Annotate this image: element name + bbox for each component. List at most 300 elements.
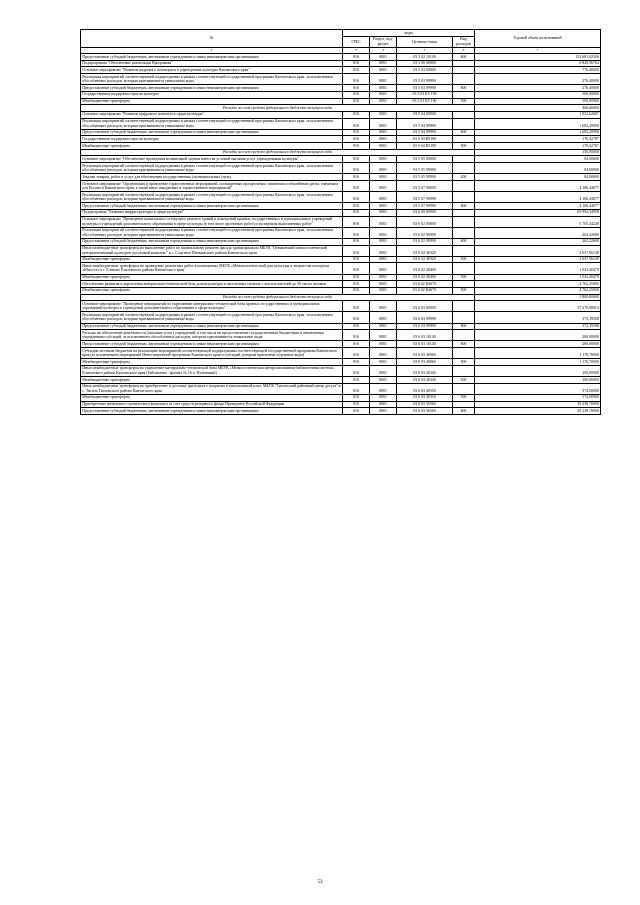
- row-type: 500: [453, 98, 475, 105]
- row-target: 03 5 07 99990: [397, 192, 453, 203]
- row-name: Предоставление субсидий бюджетным, автономным учреждениям и иным некоммерческим организациям: [81, 238, 343, 245]
- row-target: 03 5 04 99990: [397, 129, 453, 136]
- row-amount: 373,19588: [475, 312, 601, 323]
- table-row: [81, 263, 601, 274]
- row-amount: 262,22600: [475, 227, 601, 238]
- row-name: Иные межбюджетные трансферты на укрепление материально-технической базы МБУК «Межпоселенческая централизованная библиотечная система» Елизовского района Камчатского края (Библиотека - филиал № 16 п. Вулканный): [81, 365, 343, 376]
- row-type: 600: [453, 323, 475, 330]
- row-type: [453, 60, 475, 67]
- row-grbs: 816: [343, 401, 370, 408]
- row-grbs: 816: [343, 301, 370, 312]
- row-section: 0801: [370, 301, 397, 312]
- row-grbs: 816: [343, 111, 370, 118]
- row-grbs: 816: [343, 85, 370, 92]
- row-target: 03 6 03 40340: [397, 377, 453, 384]
- row-type: 500: [453, 359, 475, 366]
- row-section: 0801: [370, 365, 397, 376]
- row-grbs: 816: [343, 359, 370, 366]
- row-section: 0801: [370, 60, 397, 67]
- row-amount: 37 270,88014: [475, 301, 601, 312]
- row-type: 500: [453, 143, 475, 150]
- row-type: [453, 163, 475, 174]
- row-amount: 4 106,44077: [475, 192, 601, 203]
- page-number: 53: [317, 880, 323, 885]
- row-type: [453, 263, 475, 274]
- row-section: 0801: [370, 163, 397, 174]
- table-row: [81, 330, 601, 341]
- header-amount: Годовой объем ассигнований: [475, 30, 601, 48]
- row-name: Основное мероприятие "Развитие кадрового потенциала в учреждениях культуры Камчатского края": [81, 67, 343, 74]
- row-type: [453, 216, 475, 227]
- table-row: [81, 341, 601, 348]
- row-amount: 1 043,40479: [475, 274, 601, 281]
- row-name: Государственная поддержка отрасли культуры: [81, 91, 343, 98]
- row-type: 600: [453, 408, 475, 415]
- row-grbs: 816: [343, 274, 370, 281]
- row-name: Реализация мероприятий соответствующей подпрограммы в рамках соответствующей государственной программы Камчатского края, за исключением обособленных расходов, которым присваиваются уникальные коды: [81, 118, 343, 129]
- row-amount: 102 681,02500: [475, 54, 601, 61]
- row-amount: 2 637,56149: [475, 245, 601, 256]
- row-grbs: 816: [343, 67, 370, 74]
- row-name: Основное мероприятие "Проведение капитального и текущего ремонта зданий и помещений краевых государственных и муниципальных учреждений культуры и учреждений дополнительного образования в сфере культуры (в том числе проектных работ) и экспертизы выполненных работ": [81, 216, 343, 227]
- table-row: [81, 281, 601, 288]
- index-cell: 5: [397, 47, 453, 53]
- row-target: 03 3 02 10140: [397, 54, 453, 61]
- row-type: 600: [453, 85, 475, 92]
- row-type: [453, 118, 475, 129]
- row-name: Реализация мероприятий соответствующей подпрограммы в рамках соответствующей государственной программы Камчатского края, за исключением обособленных расходов, которым присваиваются уникальные коды: [81, 227, 343, 238]
- row-target: 03 6 03 56560: [397, 408, 453, 415]
- row-target: 03 6 03 10140: [397, 341, 453, 348]
- row-amount: 1 682,29900: [475, 129, 601, 136]
- table-row: [81, 156, 601, 163]
- row-amount: 84,00000: [475, 163, 601, 174]
- table-row: [81, 67, 601, 74]
- row-grbs: 816: [343, 60, 370, 67]
- table-row: [81, 163, 601, 174]
- row-type: 500: [453, 287, 475, 294]
- row-amount: 262,22600: [475, 238, 601, 245]
- note-row: [81, 294, 601, 301]
- row-amount: 84,00000: [475, 156, 601, 163]
- row-target: 03 6 03 99990: [397, 312, 453, 323]
- row-type: 600: [453, 238, 475, 245]
- row-name: Межбюджетные трансферты: [81, 274, 343, 281]
- table-row: [81, 143, 601, 150]
- row-section: 0801: [370, 238, 397, 245]
- row-type: [453, 209, 475, 216]
- row-grbs: 816: [343, 365, 370, 376]
- row-type: 600: [453, 54, 475, 61]
- row-name: Межбюджетные трансферты: [81, 143, 343, 150]
- row-grbs: 816: [343, 341, 370, 348]
- note-amount: 400,00000: [475, 105, 601, 112]
- row-section: 0801: [370, 143, 397, 150]
- row-section: 0801: [370, 74, 397, 85]
- table-row: [81, 85, 601, 92]
- table-row: [81, 136, 601, 143]
- row-name: Межбюджетные трансферты: [81, 359, 343, 366]
- row-type: [453, 91, 475, 98]
- row-target: 03 5 04 00000: [397, 111, 453, 118]
- row-type: 500: [453, 377, 475, 384]
- row-amount: 1 682,29900: [475, 118, 601, 129]
- row-section: 0801: [370, 348, 397, 359]
- row-grbs: 816: [343, 263, 370, 274]
- row-name: Основное мероприятие "Развитие цифрового контента в сфере культуры": [81, 111, 343, 118]
- row-target: 03 6 02 R4670: [397, 281, 453, 288]
- table-row: [81, 365, 601, 376]
- table-body: [81, 54, 601, 415]
- row-amount: 776,40000: [475, 67, 601, 74]
- row-name: Основное мероприятие "Обеспечение проведения независимой оценки качества условий оказания услуг учреждениями культуры": [81, 156, 343, 163]
- row-target: 03 6 02 99990: [397, 238, 453, 245]
- row-target: 03 6 02 00000: [397, 216, 453, 227]
- index-cell: 3: [343, 47, 370, 53]
- index-cell: 2: [81, 47, 343, 53]
- row-name: Предоставление субсидий бюджетным, автономным учреждениям и иным некоммерческим организациям: [81, 408, 343, 415]
- row-grbs: 816: [343, 216, 370, 227]
- row-amount: 200,00000: [475, 341, 601, 348]
- row-type: 200: [453, 174, 475, 181]
- table-row: [81, 238, 601, 245]
- row-grbs: 816: [343, 377, 370, 384]
- table-row: [81, 301, 601, 312]
- row-type: 500: [453, 394, 475, 401]
- row-section: 0801: [370, 111, 397, 118]
- row-name: Государственная поддержка отрасли культуры: [81, 136, 343, 143]
- row-section: 0801: [370, 156, 397, 163]
- row-grbs: 816: [343, 74, 370, 85]
- note-text: Расходы за счет средств федерального бюджета текущего года: [81, 294, 475, 301]
- row-name: Реализация мероприятий соответствующей подпрограммы в рамках соответствующей государственной программы Камчатского края, за исключением обособленных расходов, которым присваиваются уникальные коды: [81, 312, 343, 323]
- row-target: 03 5 03 00000: [397, 67, 453, 74]
- row-target: 03 6 02 40400: [397, 274, 453, 281]
- note-text: Расходы за счет средств федерального бюджета текущего года: [81, 149, 475, 156]
- header-row-1: [81, 30, 601, 37]
- table-row: [81, 74, 601, 85]
- row-name: Основное мероприятие "Проведение мероприятий по укреплению материально-технической базы краевых государственных и муниципальных учреждений культуры и учреждений дополнительного образования в сфере культуры": [81, 301, 343, 312]
- row-grbs: 816: [343, 245, 370, 256]
- index-cell: 4: [370, 47, 397, 53]
- row-name: Подпрограмма "Обеспечение реализации Программы": [81, 60, 343, 67]
- row-name: Предоставление субсидий бюджетным, автономным учреждениям и иным некоммерческим организациям: [81, 85, 343, 92]
- row-type: 600: [453, 129, 475, 136]
- note-row: [81, 149, 601, 156]
- row-amount: 1 043,40479: [475, 263, 601, 274]
- row-name: Иные межбюджетные трансферты на приобретение и доставку зрительного покрытия в танцевальный класс МБУК "Тигильский районный центр досуга" в с. Тигиль Тигильского района Камчатского края: [81, 383, 343, 394]
- row-type: 600: [453, 203, 475, 210]
- row-amount: 500,00000: [475, 98, 601, 105]
- row-target: 03 5 05 00000: [397, 156, 453, 163]
- row-name: Иные межбюджетные трансферты на проведение ремонтных работ в помещениях МБУК «Межпоселенческий дом культуры и творчества молодёжи «Юность» в г. Елизово Елизовского района Камчатского края: [81, 263, 343, 274]
- row-grbs: 816: [343, 287, 370, 294]
- row-type: [453, 365, 475, 376]
- row-grbs: 816: [343, 98, 370, 105]
- row-section: 0801: [370, 180, 397, 191]
- index-cell: 7: [475, 47, 601, 53]
- row-grbs: 816: [343, 143, 370, 150]
- row-grbs: 816: [343, 227, 370, 238]
- row-target: 03 5 03 99990: [397, 74, 453, 85]
- row-section: 0801: [370, 91, 397, 98]
- header-grbs: ГРБС: [343, 36, 370, 47]
- row-type: [453, 383, 475, 394]
- row-section: 0801: [370, 401, 397, 408]
- row-name: Реализация мероприятий соответствующей подпрограммы в рамках соответствующей государственной программы Камчатского края, за исключением обособленных расходов, которым присваиваются уникальные коды: [81, 163, 343, 174]
- row-name: Иные межбюджетные трансферты на выполнение работ по капитальному ремонту фасада здания филиала МБУК "Пенжинский межпоселенческий централизованный культурно-досуговый комплекс" в с. Слаутное Пенжинского района Камчатского края: [81, 245, 343, 256]
- row-grbs: 816: [343, 323, 370, 330]
- row-name: Предоставление субсидий бюджетным, автономным учреждениям и иным некоммерческим организациям: [81, 54, 343, 61]
- row-section: 0801: [370, 312, 397, 323]
- row-section: 0801: [370, 263, 397, 274]
- note-amount: 3 809,80000: [475, 294, 601, 301]
- row-amount: 1 852,62687: [475, 111, 601, 118]
- row-grbs: 816: [343, 281, 370, 288]
- budget-table: [80, 29, 601, 415]
- row-section: 0801: [370, 136, 397, 143]
- row-target: 03 6 03 56560: [397, 401, 453, 408]
- table-row: [81, 203, 601, 210]
- table-row: [81, 312, 601, 323]
- row-section: 0801: [370, 216, 397, 227]
- row-type: [453, 348, 475, 359]
- row-target: 03 6 02 40320: [397, 256, 453, 263]
- row-amount: 4 762,25000: [475, 281, 601, 288]
- row-section: 0801: [370, 274, 397, 281]
- row-target: 03 5 07 00000: [397, 180, 453, 191]
- row-type: 600: [453, 341, 475, 348]
- row-amount: 1 170,70000: [475, 359, 601, 366]
- row-type: [453, 245, 475, 256]
- row-target: 03 6 03 10140: [397, 330, 453, 341]
- row-section: 0801: [370, 227, 397, 238]
- row-target: 03 5 04 99990: [397, 118, 453, 129]
- row-target: 03 5 07 99990: [397, 203, 453, 210]
- note-text: Расходы за счет средств федерального бюджета текущего года: [81, 105, 475, 112]
- row-type: [453, 227, 475, 238]
- table-row: [81, 394, 601, 401]
- row-grbs: 816: [343, 330, 370, 341]
- row-amount: 29 239,70000: [475, 401, 601, 408]
- row-type: [453, 401, 475, 408]
- row-target: 03 6 03 40340: [397, 365, 453, 376]
- header-section: Раздел, под-раздел: [370, 36, 397, 47]
- row-amount: 4 106,44077: [475, 203, 601, 210]
- table-row: [81, 383, 601, 394]
- table-row: [81, 111, 601, 118]
- row-grbs: 816: [343, 394, 370, 401]
- table-row: [81, 209, 601, 216]
- table-row: [81, 118, 601, 129]
- row-section: 0801: [370, 408, 397, 415]
- row-amount: 200,00000: [475, 377, 601, 384]
- table-row: [81, 359, 601, 366]
- row-type: [453, 192, 475, 203]
- row-target: 03 5 04 R5190: [397, 136, 453, 143]
- note-row: [81, 105, 601, 112]
- row-target: 03 6 00 00000: [397, 209, 453, 216]
- table-row: [81, 377, 601, 384]
- row-name: Субсидии местным бюджетам на реализацию мероприятий соответствующей подпрограммы соответствующей государственной программы Камчатского края (за исключением мероприятий Инвестиционной программы Камчатского края и субсидий, которым присвоены отдельные коды): [81, 348, 343, 359]
- row-section: 0801: [370, 383, 397, 394]
- row-name: Межбюджетные трансферты: [81, 377, 343, 384]
- table-row: [81, 245, 601, 256]
- row-grbs: 816: [343, 203, 370, 210]
- row-amount: 373,19588: [475, 323, 601, 330]
- row-name: Предоставление субсидий бюджетным, автономным учреждениям и иным некоммерческим организациям: [81, 129, 343, 136]
- row-target: 03 6 03 40060: [397, 359, 453, 366]
- row-amount: 276,40000: [475, 74, 601, 85]
- row-grbs: 816: [343, 408, 370, 415]
- row-amount: 1 170,70000: [475, 348, 601, 359]
- row-grbs: 816: [343, 256, 370, 263]
- row-type: [453, 67, 475, 74]
- table-row: [81, 401, 601, 408]
- row-type: [453, 74, 475, 85]
- row-section: 0801: [370, 129, 397, 136]
- row-target: 03 6 02 40400: [397, 263, 453, 274]
- row-section: 0801: [370, 281, 397, 288]
- row-target: 03 5 04 R5190: [397, 143, 453, 150]
- row-name: Расходы на обеспечение деятельности (оказание услуг) учреждений, в том числе на предоставление государственным бюджетным и автономным учреждениям субсидий, за исключением обособленных расходов, которым присваиваются уникальные коды: [81, 330, 343, 341]
- row-name: Предоставление субсидий бюджетным, автономным учреждениям и иным некоммерческим организациям: [81, 203, 343, 210]
- row-section: 0801: [370, 118, 397, 129]
- row-amount: 65 992,34958: [475, 209, 601, 216]
- row-name: Межбюджетные трансферты: [81, 394, 343, 401]
- row-target: 03 5 03 99990: [397, 85, 453, 92]
- row-target: 03 5 00 00000: [397, 60, 453, 67]
- row-amount: 4 106,44077: [475, 180, 601, 191]
- row-type: [453, 330, 475, 341]
- row-section: 0801: [370, 256, 397, 263]
- row-amount: 276,40000: [475, 85, 601, 92]
- row-amount: 200,00000: [475, 365, 601, 376]
- table-row: [81, 54, 601, 61]
- row-section: 0801: [370, 341, 397, 348]
- row-amount: 170,32787: [475, 136, 601, 143]
- row-amount: 84,00000: [475, 174, 601, 181]
- header-num: №: [81, 30, 343, 48]
- row-type: [453, 180, 475, 191]
- row-target: 03 6 03 40350: [397, 383, 453, 394]
- header-target: Целевая статья: [397, 36, 453, 47]
- row-target: 03 6 02 99990: [397, 227, 453, 238]
- row-section: 0801: [370, 245, 397, 256]
- row-grbs: 816: [343, 156, 370, 163]
- table-row: [81, 98, 601, 105]
- row-grbs: 816: [343, 54, 370, 61]
- note-amount: 156,90000: [475, 149, 601, 156]
- row-grbs: 816: [343, 192, 370, 203]
- header-codes: коды: [343, 30, 475, 37]
- row-target: 03 6 03 40060: [397, 348, 453, 359]
- row-target: 03 6 02 40320: [397, 245, 453, 256]
- row-grbs: 816: [343, 383, 370, 394]
- row-section: 0801: [370, 323, 397, 330]
- row-target: 03 5 03 R5 190: [397, 98, 453, 105]
- index-cell: 6: [453, 47, 475, 53]
- row-amount: 500,00000: [475, 91, 601, 98]
- row-target: 03 6 03 40350: [397, 394, 453, 401]
- row-name: Предоставление субсидий бюджетным, автономным учреждениям и иным некоммерческим организациям: [81, 341, 343, 348]
- row-amount: 200,00000: [475, 330, 601, 341]
- row-grbs: 816: [343, 209, 370, 216]
- row-amount: 29 239,70000: [475, 408, 601, 415]
- row-section: 0801: [370, 85, 397, 92]
- table-row: [81, 274, 601, 281]
- row-grbs: 816: [343, 163, 370, 174]
- row-grbs: 816: [343, 136, 370, 143]
- row-target: 03 6 03 99990: [397, 323, 453, 330]
- row-section: 0801: [370, 203, 397, 210]
- row-amount: 574,00000: [475, 394, 601, 401]
- row-section: 0801: [370, 287, 397, 294]
- row-section: 0801: [370, 394, 397, 401]
- row-section: 0801: [370, 192, 397, 203]
- row-section: 0801: [370, 54, 397, 61]
- table-row: [81, 129, 601, 136]
- row-type: [453, 111, 475, 118]
- row-type: [453, 136, 475, 143]
- row-amount: 170,32787: [475, 143, 601, 150]
- row-name: Межбюджетные трансферты: [81, 98, 343, 105]
- row-name: Приобретение мобильного сценического комплекса за счет средств резервного фонда Президента Российской Федерации: [81, 401, 343, 408]
- table-row: [81, 60, 601, 67]
- table-row: [81, 348, 601, 359]
- table-row: [81, 323, 601, 330]
- row-target: 03 5 03 R5 190: [397, 91, 453, 98]
- row-section: 0801: [370, 209, 397, 216]
- row-target: 03 6 03 00000: [397, 301, 453, 312]
- row-section: 0801: [370, 377, 397, 384]
- row-grbs: 816: [343, 174, 370, 181]
- row-target: 03 5 05 99990: [397, 174, 453, 181]
- row-name: Межбюджетные трансферты: [81, 287, 343, 294]
- row-amount: 4 762,25000: [475, 287, 601, 294]
- header-type: Вид расходов: [453, 36, 475, 47]
- table-row: [81, 174, 601, 181]
- row-section: 0801: [370, 98, 397, 105]
- row-grbs: 816: [343, 129, 370, 136]
- row-name: Межбюджетные трансферты: [81, 256, 343, 263]
- row-type: [453, 156, 475, 163]
- table-row: [81, 180, 601, 191]
- table-row: [81, 216, 601, 227]
- row-amount: 574,00000: [475, 383, 601, 394]
- table-row: [81, 227, 601, 238]
- row-section: 0801: [370, 174, 397, 181]
- row-amount: 2 637,56149: [475, 256, 601, 263]
- row-grbs: 816: [343, 238, 370, 245]
- row-name: Предоставление субсидий бюджетным, автономным учреждениям и иным некоммерческим организациям: [81, 323, 343, 330]
- row-section: 0801: [370, 67, 397, 74]
- row-name: Подпрограмма "Развитие инфраструктуры в сфере культуры": [81, 209, 343, 216]
- table-row: [81, 408, 601, 415]
- table-row: [81, 192, 601, 203]
- row-type: [453, 312, 475, 323]
- row-target: 03 5 05 99990: [397, 163, 453, 174]
- row-name: Основное мероприятие "Организация и проведение торжественных мероприятий, посвященных праздничным, памятным и юбилейным датам, значимым для России и Камчатского края, а также иных имиджевых и торжественных мероприятий": [81, 180, 343, 191]
- row-section: 0801: [370, 330, 397, 341]
- row-section: 0801: [370, 359, 397, 366]
- table-row: [81, 287, 601, 294]
- row-target: 03 6 02 R4670: [397, 287, 453, 294]
- row-amount: 5 705,44228: [475, 216, 601, 227]
- row-name: Реализация мероприятий соответствующей подпрограммы в рамках соответствующей государственной программы Камчатского края, за исключением обособленных расходов, которым присваиваются уникальные коды: [81, 74, 343, 85]
- row-grbs: 816: [343, 180, 370, 191]
- row-name: Реализация мероприятий соответствующей подпрограммы в рамках соответствующей государственной программы Камчатского края, за исключением обособленных расходов, которым присваиваются уникальные коды: [81, 192, 343, 203]
